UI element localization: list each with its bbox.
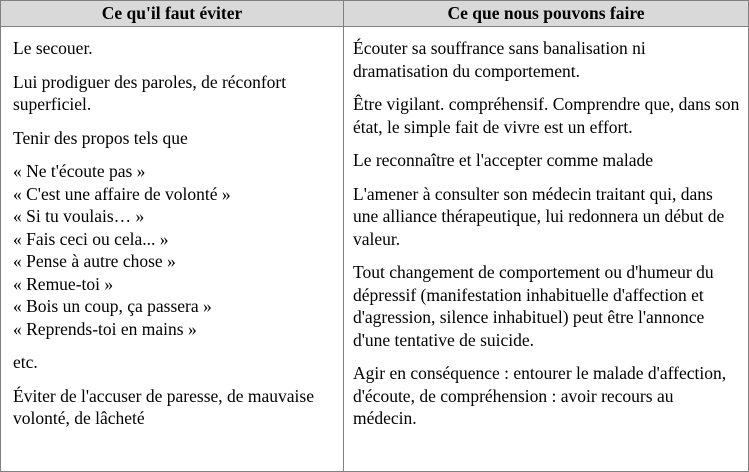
quote-item: « Ne t'écoute pas » xyxy=(13,161,146,181)
quote-item: « Remue-toi » xyxy=(13,273,114,294)
avoid-item-etc: etc. xyxy=(13,352,38,372)
avoid-item-remarks-intro: Tenir des propos tels que xyxy=(13,127,188,148)
do-item-listen: Écouter sa souffrance sans banalisation ni dramatisation du comportement. xyxy=(353,38,646,81)
do-item-act: Agir en conséquence : entourer le malade d'affection, d'écoute, de compréhension : avoir recours au médecin. xyxy=(353,363,727,428)
avoid-item-shake: Le secouer. xyxy=(13,38,93,58)
quote-item: « C'est une affaire de volonté » xyxy=(13,183,231,204)
column-avoid xyxy=(1,27,344,471)
do-item-recognize: Le reconnaître et l'accepter comme malade xyxy=(353,150,653,170)
quote-item: « Pense à autre chose » xyxy=(13,251,176,271)
do-item-behavior-change: Tout changement de comportement ou d'humeur du dépressif (manifestation inhabituelle d'affection et d'agression, silence inhabituel) peut être l'annonce d'une tentative de suicide. xyxy=(353,262,714,350)
avoid-quotes-list xyxy=(13,160,335,340)
avoid-item-superficial-comfort: Lui prodiguer des paroles, de réconfort superficiel. xyxy=(13,71,287,114)
avoid-item-accuse: Éviter de l'accuser de paresse, de mauvaise volonté, de lâcheté xyxy=(13,385,314,428)
column-can-do xyxy=(344,27,748,471)
header-avoid: Ce qu'il faut éviter xyxy=(1,1,344,27)
quote-item: « Si tu voulais… » xyxy=(13,206,145,226)
quote-item: « Fais ceci ou cela... » xyxy=(13,228,169,249)
do-item-vigilant: Être vigilant. compréhensif. Comprendre que, dans son état, le simple fait de vivre est un effort. xyxy=(353,94,740,137)
header-can-do: Ce que nous pouvons faire xyxy=(344,1,748,27)
quote-item: « Bois un coup, ça passera » xyxy=(13,296,212,316)
quote-item: « Reprends-toi en mains » xyxy=(13,318,197,339)
do-item-consult-doctor: L'amener à consulter son médecin traitant qui, dans une alliance thérapeutique, lui redonnera un début de valeur. xyxy=(353,183,725,249)
